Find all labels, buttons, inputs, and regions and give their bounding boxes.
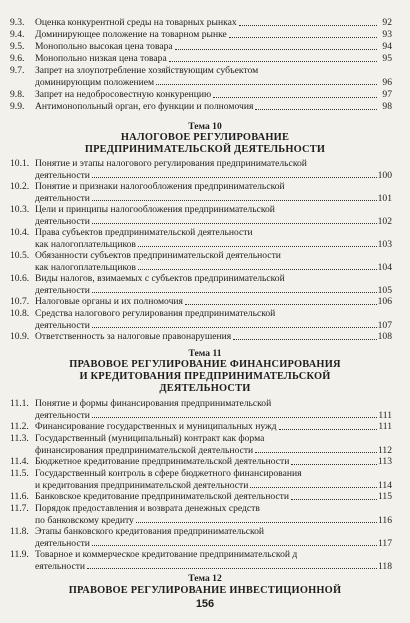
entry-title: Цели и принципы налогообложения предпринимательской xyxy=(35,204,275,215)
theme-11-title-line2: И КРЕДИТОВАНИЯ ПРЕДПРИНИМАТЕЛЬСКОЙ xyxy=(79,371,331,382)
entry-page: 115 xyxy=(377,491,392,502)
entry-title-continued: деятельности xyxy=(35,284,90,296)
entry-number: 11.8. xyxy=(10,526,29,537)
entry-number: 9.4. xyxy=(10,29,25,40)
entry-number: 11.7. xyxy=(10,503,29,514)
theme-11-label: Тема 11 xyxy=(188,348,222,359)
entry-title: Средства налогового регулирования предпринимательской xyxy=(35,308,276,319)
entry-page: 101 xyxy=(377,192,392,204)
entry-number: 11.3. xyxy=(10,433,29,444)
theme-12-title-line1: ПРАВОВОЕ РЕГУЛИРОВАНИЕ ИНВЕСТИЦИОННОЙ xyxy=(68,585,342,596)
entry-title-continued: по банковскому кредиту xyxy=(35,514,134,526)
entry-title: Финансирование государственных и муниципальных нужд xyxy=(35,421,277,432)
entry-page: 108 xyxy=(377,331,392,342)
entry-number: 9.5. xyxy=(10,41,25,52)
entry-title-continued: деятельности xyxy=(35,192,90,204)
entry-title: Антимонопольный орган, его функции и полномочия xyxy=(35,101,254,112)
entry-page: 113 xyxy=(377,456,392,467)
entry-title-continued: как налогоплательщиков xyxy=(35,261,136,273)
entry-number: 10.2. xyxy=(10,181,30,192)
entry-title: Монопольно низкая цена товара xyxy=(35,53,167,64)
entry-page: 107 xyxy=(377,319,392,331)
entry-title-continued: доминирующим положением xyxy=(35,76,155,88)
entry-title: Этапы банковского кредитования предпринимательской xyxy=(35,526,265,537)
entry-number: 9.8. xyxy=(10,89,25,100)
entry-page: 112 xyxy=(377,444,392,456)
entry-page: 103 xyxy=(377,238,392,250)
entry-page: 100 xyxy=(377,169,392,181)
entry-title: Ответственность за налоговые правонарушения xyxy=(35,331,232,342)
entry-title: Запрет на злоупотребление хозяйствующим субъектом xyxy=(35,65,259,76)
entry-number: 11.5. xyxy=(10,468,29,479)
entry-number: 11.9. xyxy=(10,549,29,560)
entry-title-continued: деятельности xyxy=(35,409,90,421)
entry-number: 10.5. xyxy=(10,250,30,261)
entry-page: 94 xyxy=(382,41,392,52)
page-number: 156 xyxy=(195,598,215,610)
entry-title-continued: деятельности xyxy=(35,215,90,227)
entry-title: Запрет на недобросовестную конкуренцию xyxy=(35,89,212,100)
entry-number: 10.6. xyxy=(10,273,30,284)
theme-12-label: Тема 12 xyxy=(188,573,222,584)
entry-number: 10.4. xyxy=(10,227,30,238)
entry-title-continued: финансирования предпринимательской деятельности xyxy=(35,444,254,456)
entry-page: 98 xyxy=(382,101,392,112)
entry-number: 9.6. xyxy=(10,53,25,64)
entry-title: Понятие и признаки налогообложения предпринимательской xyxy=(35,181,285,192)
entry-title-continued: деятельности xyxy=(35,319,90,331)
entry-title-continued: еятельности xyxy=(35,560,86,572)
entry-number: 9.9. xyxy=(10,101,25,112)
entry-title-continued: как налогоплательщиков xyxy=(35,238,136,250)
theme-10-label: Тема 10 xyxy=(188,121,222,132)
entry-title: Государственный (муниципальный) контракт как форма xyxy=(35,433,265,444)
entry-page: 96 xyxy=(382,76,392,88)
entry-title: Права субъектов предпринимательской деятельности xyxy=(35,227,253,238)
entry-title: Понятие и формы финансирования предпринимательской xyxy=(35,398,272,409)
entry-page: 111 xyxy=(378,421,392,432)
entry-page: 104 xyxy=(377,261,392,273)
entry-page: 111 xyxy=(378,409,392,421)
entry-number: 11.2. xyxy=(10,421,29,432)
entry-title-continued: и кредитования предпринимательской деятельности xyxy=(35,479,249,491)
entry-page: 114 xyxy=(377,479,392,491)
entry-number: 9.3. xyxy=(10,17,25,28)
entry-title: Монопольно высокая цена товара xyxy=(35,41,173,52)
entry-title: Порядок предоставления и возврата денежных средств xyxy=(35,503,260,514)
entry-number: 10.1. xyxy=(10,158,30,169)
entry-number: 10.9. xyxy=(10,331,30,342)
entry-page: 116 xyxy=(377,514,392,526)
entry-title: Налоговые органы и их полномочия xyxy=(35,296,183,307)
entry-number: 11.1. xyxy=(10,398,29,409)
entry-page: 118 xyxy=(377,560,392,572)
entry-page: 95 xyxy=(382,53,392,64)
entry-title-continued: деятельности xyxy=(35,169,90,181)
entry-number: 10.8. xyxy=(10,308,30,319)
entry-page: 102 xyxy=(377,215,392,227)
entry-page: 117 xyxy=(377,537,392,549)
theme-11-title-line1: ПРАВОВОЕ РЕГУЛИРОВАНИЕ ФИНАНСИРОВАНИЯ xyxy=(69,359,341,370)
entry-page: 105 xyxy=(377,284,392,296)
entry-page: 93 xyxy=(382,29,392,40)
entry-title: Бюджетное кредитование предпринимательской деятельности xyxy=(35,456,290,467)
entry-number: 11.4. xyxy=(10,456,29,467)
entry-number: 10.7. xyxy=(10,296,30,307)
entry-number: 9.7. xyxy=(10,65,25,76)
entry-title: Обязанности субъектов предпринимательской деятельности xyxy=(35,250,281,261)
entry-title-continued: деятельности xyxy=(35,537,90,549)
entry-page: 97 xyxy=(382,89,392,100)
entry-number: 11.6. xyxy=(10,491,29,502)
entry-title: Виды налогов, взимаемых с субъектов предпринимательской xyxy=(35,273,285,284)
entry-title: Государственный контроль в сфере бюджетного финансирования xyxy=(35,468,302,479)
entry-title: Доминирующее положение на товарном рынке xyxy=(35,29,227,40)
theme-10-title-line1: НАЛОГОВОЕ РЕГУЛИРОВАНИЕ xyxy=(120,132,290,143)
entry-page: 106 xyxy=(377,296,392,307)
entry-number: 10.3. xyxy=(10,204,30,215)
entry-title: Банковское кредитование предпринимательской деятельности xyxy=(35,491,289,502)
theme-11-title-line3: ДЕЯТЕЛЬНОСТИ xyxy=(159,383,251,394)
entry-title: Оценка конкурентной среды на товарных рынках xyxy=(35,17,237,28)
entry-title: Понятие и этапы налогового регулирования предпринимательской xyxy=(35,158,307,169)
entry-page: 92 xyxy=(382,17,392,28)
entry-title: Товарное и коммерческое кредитование предпринимательской д xyxy=(35,549,298,560)
theme-10-title-line2: ПРЕДПРИНИМАТЕЛЬСКОЙ ДЕЯТЕЛЬНОСТИ xyxy=(84,144,326,155)
